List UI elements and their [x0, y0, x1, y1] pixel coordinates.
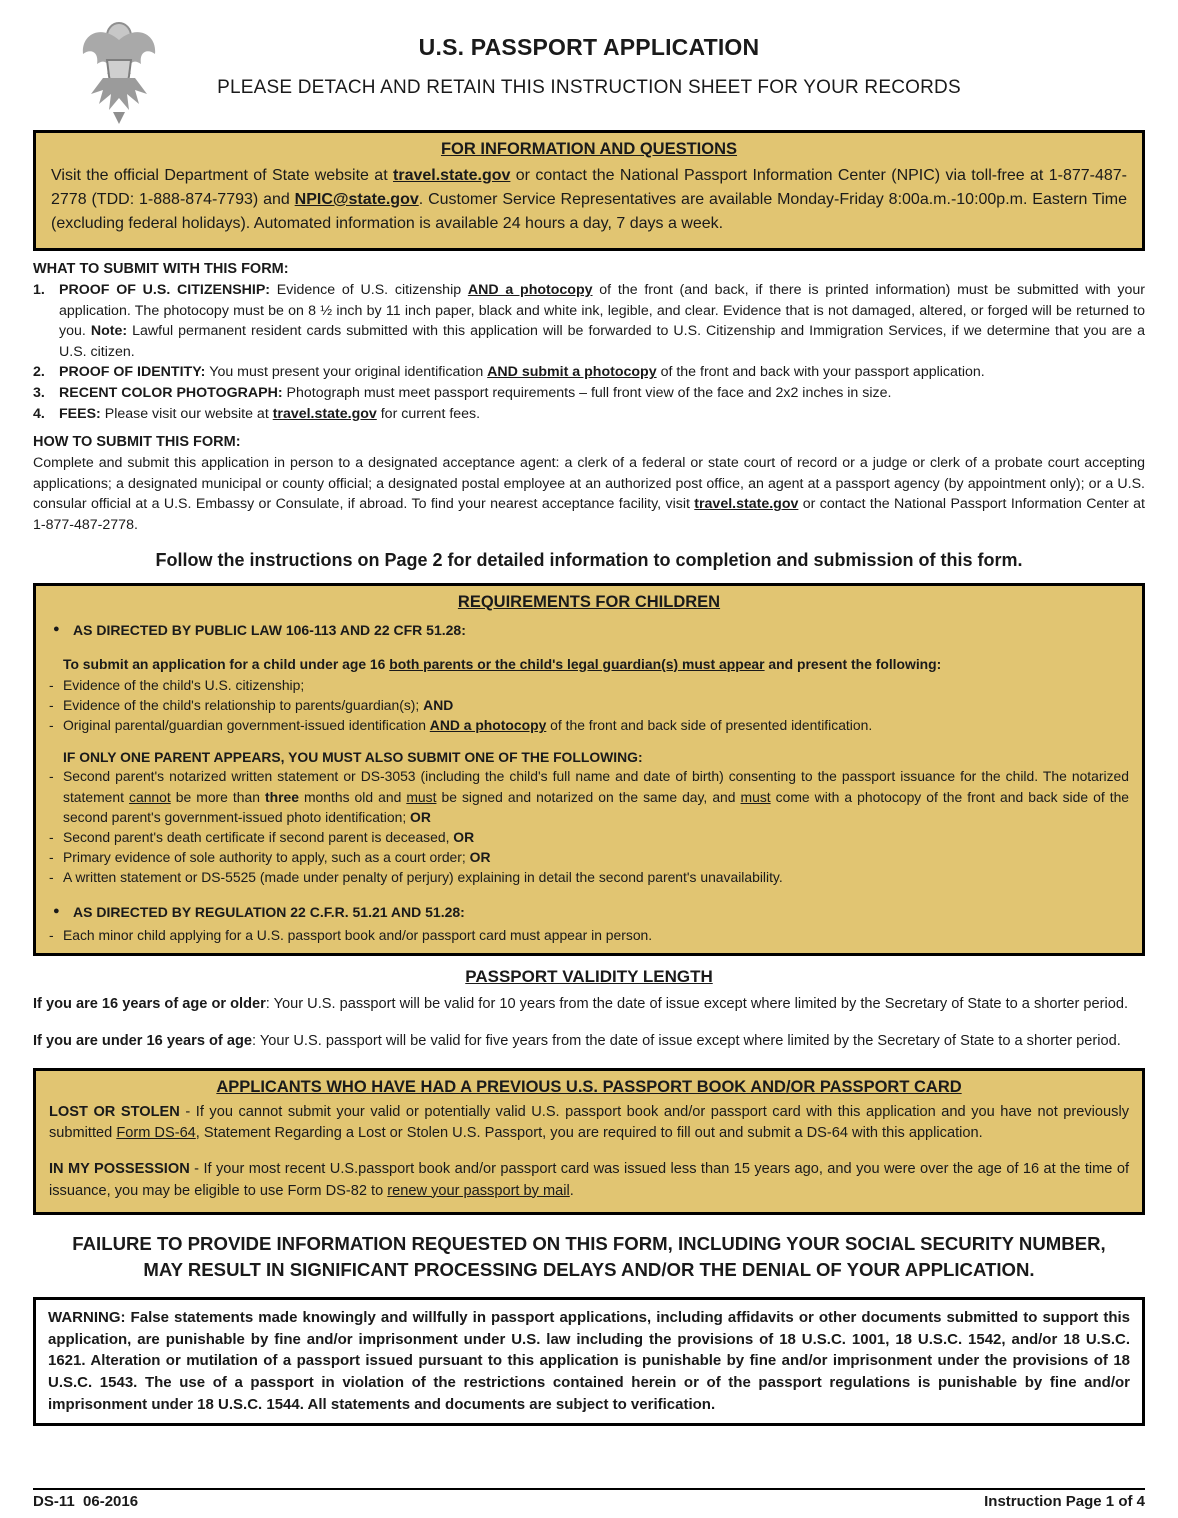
text-segment: PROOF OF U.S. CITIZENSHIP: — [59, 282, 277, 298]
text-segment: Note: — [90, 323, 128, 340]
dash-marker: - — [49, 869, 54, 886]
how-to-submit-section — [33, 434, 1145, 535]
text-segment: Please visit our website at — [104, 405, 273, 422]
failure-notice: FAILURE TO PROVIDE INFORMATION REQUESTED ON THIS FORM, INCLUDING YOUR SOCIAL SECURITY NUMBER, MAY RESULT IN SIGNIFICANT PROCESSING DELAYS AND/OR THE DENIAL OF YOUR APPLICATION. — [72, 1232, 1106, 1280]
text-segment: . Customer Service Representatives are available Monday-Friday 8:00a.m.-10:00p.m. Eastern Time (excluding federal holidays). Automated information is available 24 hours a day, 7 days a week. — [51, 191, 1127, 232]
text-segment: months old and — [298, 788, 407, 805]
text-segment: cannot — [129, 788, 171, 805]
page-number: Instruction Page 1 of 4 — [984, 1493, 1145, 1510]
previous-passport-title-text: APPLICANTS WHO HAVE HAD A PREVIOUS U.S. PASSPORT BOOK AND/OR PASSPORT CARD — [216, 1078, 962, 1097]
text-segment: WARNING: — [48, 1308, 126, 1326]
validity-16-or-older — [33, 994, 1145, 1015]
list-item — [49, 867, 1129, 887]
list-item — [33, 404, 1145, 425]
passport-validity-section — [33, 965, 1145, 1068]
text-segment: and present the following: — [764, 655, 942, 672]
what-to-submit-heading: WHAT TO SUBMIT WITH THIS FORM: — [33, 261, 289, 277]
list-item-text — [63, 827, 1129, 847]
travel-state-gov-link: travel.state.gov — [694, 496, 799, 513]
list-item-text — [63, 695, 1129, 715]
text-segment: both parents or the child's legal guardian(s) must appear — [389, 655, 765, 672]
info-questions-body — [51, 164, 1127, 236]
text-segment: . — [569, 1182, 574, 1199]
page-footer — [33, 1488, 1145, 1510]
list-item-text — [63, 867, 1129, 887]
text-segment: AND submit a photocopy — [487, 364, 657, 381]
text-segment: OR — [469, 849, 491, 866]
text-segment: : Your U.S. passport will be valid for 10 years from the date of issue except where limited by the Secretary of State to a shorter period. — [265, 995, 1129, 1012]
list-item — [49, 847, 1129, 867]
list-marker: 4. — [33, 405, 45, 422]
list-marker: 2. — [33, 364, 45, 381]
text-segment: Form DS-64 — [116, 1125, 196, 1142]
text-segment: come with a photocopy of the front and back side of the second parent's government-issued photo identification; — [63, 788, 1130, 825]
text-segment: If you are 16 years of age or older — [33, 995, 266, 1012]
children-submit-intro — [63, 654, 1129, 674]
dash-marker: - — [49, 768, 54, 785]
text-segment: Complete and submit this application in person to a designated acceptance agent: a clerk of a federal or state court of record or a judge or clerk of a probate court accepting applications; a designated municipal or county official; a designated postal employee at an authorized post office, an agent at a passport agency (by appointment only); or a U.S. consular official at a U.S. Embassy or Consulate, if abroad. To find your nearest acceptance facility, visit — [33, 455, 1145, 513]
list-item-text — [63, 925, 1129, 945]
text-segment: RECENT COLOR PHOTOGRAPH: — [59, 384, 287, 401]
list-item — [49, 695, 1129, 715]
validity-under-16 — [33, 1031, 1145, 1052]
text-segment: IN MY POSSESSION — [49, 1161, 190, 1178]
text-segment: PROOF OF IDENTITY: — [59, 364, 210, 381]
bullet-icon: ● — [53, 905, 60, 918]
children-box-title-text: REQUIREMENTS FOR CHILDREN — [457, 592, 721, 611]
text-segment: , Statement Regarding a Lost or Stolen U.S. Passport, you are required to fill out and submit a DS-64 with this application. — [195, 1125, 983, 1142]
children-submit-list — [49, 675, 1129, 735]
list-item-text — [59, 383, 1145, 404]
list-item-text — [63, 715, 1129, 735]
npic-email-link: NPIC@state.gov — [294, 191, 419, 208]
list-item-text — [59, 404, 1145, 425]
info-questions-title — [49, 140, 1129, 159]
what-to-submit-section — [33, 261, 1145, 424]
text-segment: - If you cannot submit your valid or potentially valid U.S. passport book and/or passport card with this application and you have not previously submitted — [49, 1104, 1129, 1142]
text-segment: Evidence of U.S. citizenship — [276, 282, 468, 298]
list-marker: 1. — [33, 282, 45, 298]
list-item — [33, 383, 1145, 404]
text-segment: must — [740, 788, 771, 805]
previous-passport-title — [49, 1078, 1129, 1097]
warning-box — [33, 1297, 1145, 1426]
page-title: U.S. PASSPORT APPLICATION — [418, 34, 760, 60]
list-item-text — [63, 675, 1129, 695]
text-segment: OR — [453, 828, 475, 845]
list-item — [49, 827, 1129, 847]
list-item-text — [59, 362, 1145, 383]
one-parent-heading: IF ONLY ONE PARENT APPEARS, YOU MUST ALSO SUBMIT ONE OF THE FOLLOWING: — [63, 749, 643, 766]
dash-marker: - — [49, 849, 54, 866]
text-segment: Second parent's notarized written statement or DS-3053 (including the child's full name and date of birth) consenting to the passport issuance for the child. The notarized statement — [63, 768, 1129, 805]
text-segment: of the front and back with your passport application. — [656, 364, 985, 381]
children-box-title — [49, 593, 1129, 612]
text-segment: Second parent's death certificate if second parent is deceased, — [63, 828, 454, 845]
public-law-heading-row — [49, 620, 1129, 640]
text-segment: of the front and back side of presented identification. — [546, 717, 873, 734]
text-segment: or contact the National Passport Information Center at 1-877-487-2778. — [33, 496, 1145, 533]
previous-passport-box — [33, 1068, 1145, 1215]
dash-marker: - — [49, 697, 54, 714]
text-segment: of the front (and back, if there is printed information) must be submitted with your application. The photocopy must be on 8 ½ inch by 11 inch paper, black and white ink, legible, and clear. Evidence that is not damaged, altered, or forged will be returned to you. — [59, 282, 1146, 340]
text-segment: Original parental/guardian government-issued identification — [63, 717, 430, 734]
text-segment: Each minor child applying for a U.S. passport book and/or passport card must appear in person. — [63, 926, 653, 943]
text-segment: Evidence of the child's relationship to parents/guardian(s); — [63, 697, 424, 714]
list-item-text — [63, 847, 1129, 867]
in-my-possession-paragraph — [49, 1159, 1129, 1201]
text-segment: be more than — [170, 788, 265, 805]
list-item — [49, 675, 1129, 695]
list-item-text — [59, 280, 1145, 362]
info-questions-box — [33, 130, 1145, 251]
great-seal-eagle-icon — [73, 20, 165, 131]
info-questions-title-text: FOR INFORMATION AND QUESTIONS — [440, 140, 738, 158]
text-segment: LOST OR STOLEN — [49, 1104, 180, 1121]
validity-title-text: PASSPORT VALIDITY LENGTH — [465, 966, 713, 986]
follow-instructions-note: Follow the instructions on Page 2 for detailed information to completion and submission of this form. — [155, 549, 1023, 570]
text-segment: or contact the National Passport Information Center (NPIC) via toll-free at 1-877-487-2778 (TDD: 1-888-874-7793) and — [51, 167, 1127, 208]
regulation-heading: AS DIRECTED BY REGULATION 22 C.F.R. 51.21 AND 51.28: — [73, 904, 465, 921]
text-segment: Photograph must meet passport requirements – full front view of the face and 2x2 inches in size. — [286, 384, 892, 401]
page-header — [33, 20, 1145, 124]
public-law-heading: AS DIRECTED BY PUBLIC LAW 106-113 AND 22 CFR 51.28: — [73, 621, 466, 638]
page-subtitle: PLEASE DETACH AND RETAIN THIS INSTRUCTION SHEET FOR YOUR RECORDS — [217, 77, 961, 98]
text-segment: AND a photocopy — [429, 717, 547, 734]
what-to-submit-list — [33, 280, 1145, 424]
one-parent-list — [49, 766, 1129, 887]
header-text — [33, 20, 1145, 99]
dash-marker: - — [49, 926, 54, 943]
text-segment: be signed and notarized on the same day, and — [436, 788, 741, 805]
text-segment: - If your most recent U.S.passport book and/or passport card was issued less than 15 years ago, and you were over the age of 16 at the time of issuance, you may be eligible to use Form DS-82 to — [49, 1161, 1129, 1199]
list-item-text — [63, 766, 1129, 826]
list-item — [49, 715, 1129, 735]
list-item — [33, 280, 1145, 362]
travel-state-gov-link: travel.state.gov — [272, 405, 377, 422]
list-item — [49, 766, 1129, 826]
regulation-heading-row — [49, 902, 1129, 922]
text-segment: Evidence of the child's U.S. citizenship; — [63, 676, 305, 693]
text-segment: If you are under 16 years of age — [33, 1033, 252, 1049]
text-segment: AND a photocopy — [467, 282, 593, 298]
text-segment: for current fees. — [376, 405, 481, 422]
text-segment: must — [406, 788, 437, 805]
text-segment: Lawful permanent resident cards submitted with this application will be forwarded to U.S. Citizenship and Immigration Services, if we determine that you are a U.S. citizen. — [59, 323, 1145, 360]
text-segment: False statements made knowingly and willfully in passport applications, including affidavits or other documents submitted to support this application, are punishable by fine and/or imprisonment under U.S. law including the provisions of 18 U.S.C. 1001, 18 U.S.C. 1542, and/or 18 U.S.C. 1621. Alteration or mutilation of a passport issued pursuant to this application is punishable by fine and/or imprisonment under the provisions of 18 U.S.C. 1543. The use of a passport in violation of the restrictions contained herein or of the passport regulations is punishable by fine and/or imprisonment under 18 U.S.C. 1544. All statements and documents are subject to verification. — [48, 1308, 1130, 1413]
text-segment: : Your U.S. passport will be valid for five years from the date of issue except where limited by the Secretary of State to a shorter period. — [252, 1033, 1121, 1049]
text-segment: Visit the official Department of State website at — [51, 167, 394, 184]
validity-title — [33, 967, 1145, 987]
travel-state-gov-link: travel.state.gov — [393, 167, 511, 184]
text-segment: Primary evidence of sole authority to apply, such as a court order; — [63, 849, 470, 866]
dash-marker: - — [49, 828, 54, 845]
form-number: DS-11 06-2016 — [33, 1493, 139, 1510]
regulation-list — [49, 925, 1129, 945]
how-to-submit-body — [33, 453, 1145, 535]
text-segment: You must present your original identification — [209, 364, 488, 381]
lost-or-stolen-paragraph — [49, 1102, 1129, 1144]
how-to-submit-heading: HOW TO SUBMIT THIS FORM: — [33, 434, 241, 451]
requirements-for-children-box — [33, 583, 1145, 956]
text-segment: renew your passport by mail — [387, 1182, 570, 1199]
list-item — [49, 925, 1129, 945]
dash-marker: - — [49, 717, 54, 734]
text-segment: To submit an application for a child under age 16 — [63, 655, 390, 672]
text-segment: FEES: — [59, 405, 105, 422]
text-segment: OR — [410, 808, 431, 825]
bullet-icon: ● — [53, 622, 60, 635]
text-segment: three — [264, 788, 299, 805]
list-marker: 3. — [33, 384, 45, 401]
text-segment: AND — [423, 697, 454, 714]
list-item — [33, 362, 1145, 383]
dash-marker: - — [49, 676, 54, 693]
text-segment: A written statement or DS-5525 (made under penalty of perjury) explaining in detail the second parent's unavailability. — [63, 869, 783, 886]
